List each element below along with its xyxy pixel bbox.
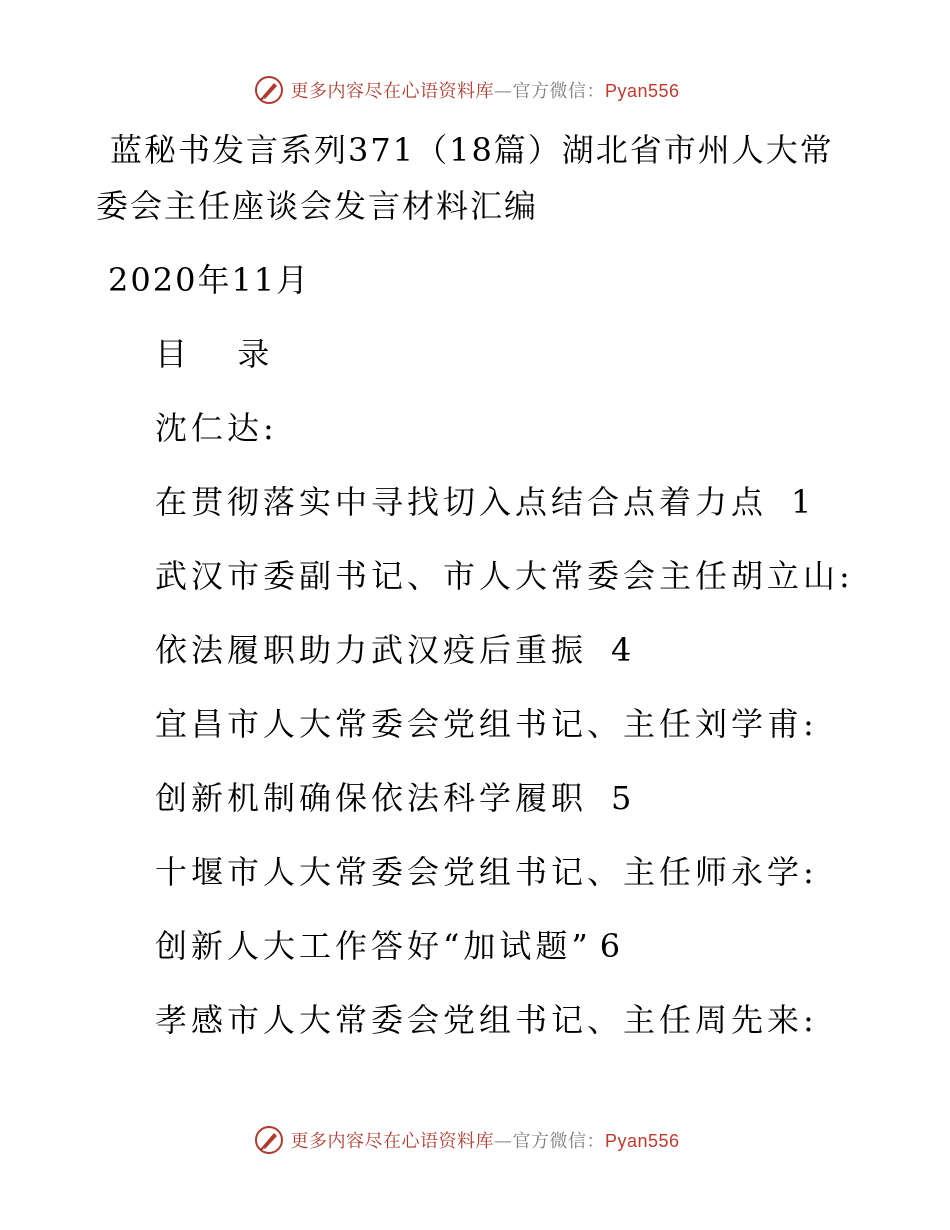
watermark-separator: —	[493, 1131, 513, 1152]
toc-speaker: 沈仁达:	[155, 409, 278, 447]
toc-entry-page: 4	[611, 631, 632, 669]
toc-entry-title: 创新机制确保依法科学履职	[155, 779, 588, 817]
toc-entry	[155, 776, 631, 820]
toc-heading: 目 录	[155, 335, 280, 373]
watermark-id: Pyan556	[604, 1131, 680, 1151]
toc-entry	[155, 924, 620, 968]
toc-entry-title: 创新人大工作答好“加试题”	[155, 927, 592, 965]
watermark-text	[290, 1127, 679, 1153]
footer-watermark	[0, 1120, 950, 1160]
document-date: 2020年11月	[108, 261, 311, 299]
watermark-text	[290, 77, 679, 103]
watermark-site: 更多内容尽在心语资料库	[290, 1131, 494, 1152]
toc-entry-page: 6	[599, 927, 621, 965]
watermark-tag: 官方微信：	[512, 81, 605, 102]
toc-speaker: 武汉市委副书记、市人大常委会主任胡立山:	[155, 557, 854, 595]
quill-pen-icon	[254, 1125, 284, 1155]
document-title: 蓝秘书发言系列371（18篇）湖北省市州人大常委会主任座谈会发言材料汇编	[96, 131, 834, 225]
header-watermark	[0, 70, 950, 110]
watermark-separator: —	[493, 81, 513, 102]
toc-speaker: 宜昌市人大常委会党组书记、主任刘学甫:	[155, 705, 818, 743]
watermark-tag: 官方微信：	[512, 1131, 605, 1152]
toc-speaker: 孝感市人大常委会党组书记、主任周先来:	[155, 1001, 818, 1039]
toc-entry-title: 在贯彻落实中寻找切入点结合点着力点	[155, 483, 768, 521]
toc-entry	[155, 628, 631, 672]
toc-entry-title: 依法履职助力武汉疫后重振	[155, 631, 588, 669]
watermark-site: 更多内容尽在心语资料库	[290, 81, 494, 102]
toc-speaker: 十堰市人大常委会党组书记、主任师永学:	[155, 853, 818, 891]
watermark-id: Pyan556	[604, 81, 680, 101]
toc-entry	[155, 480, 811, 524]
toc-entry-page: 1	[791, 483, 812, 521]
toc-entry-page: 5	[611, 779, 632, 817]
quill-pen-icon	[254, 75, 284, 105]
